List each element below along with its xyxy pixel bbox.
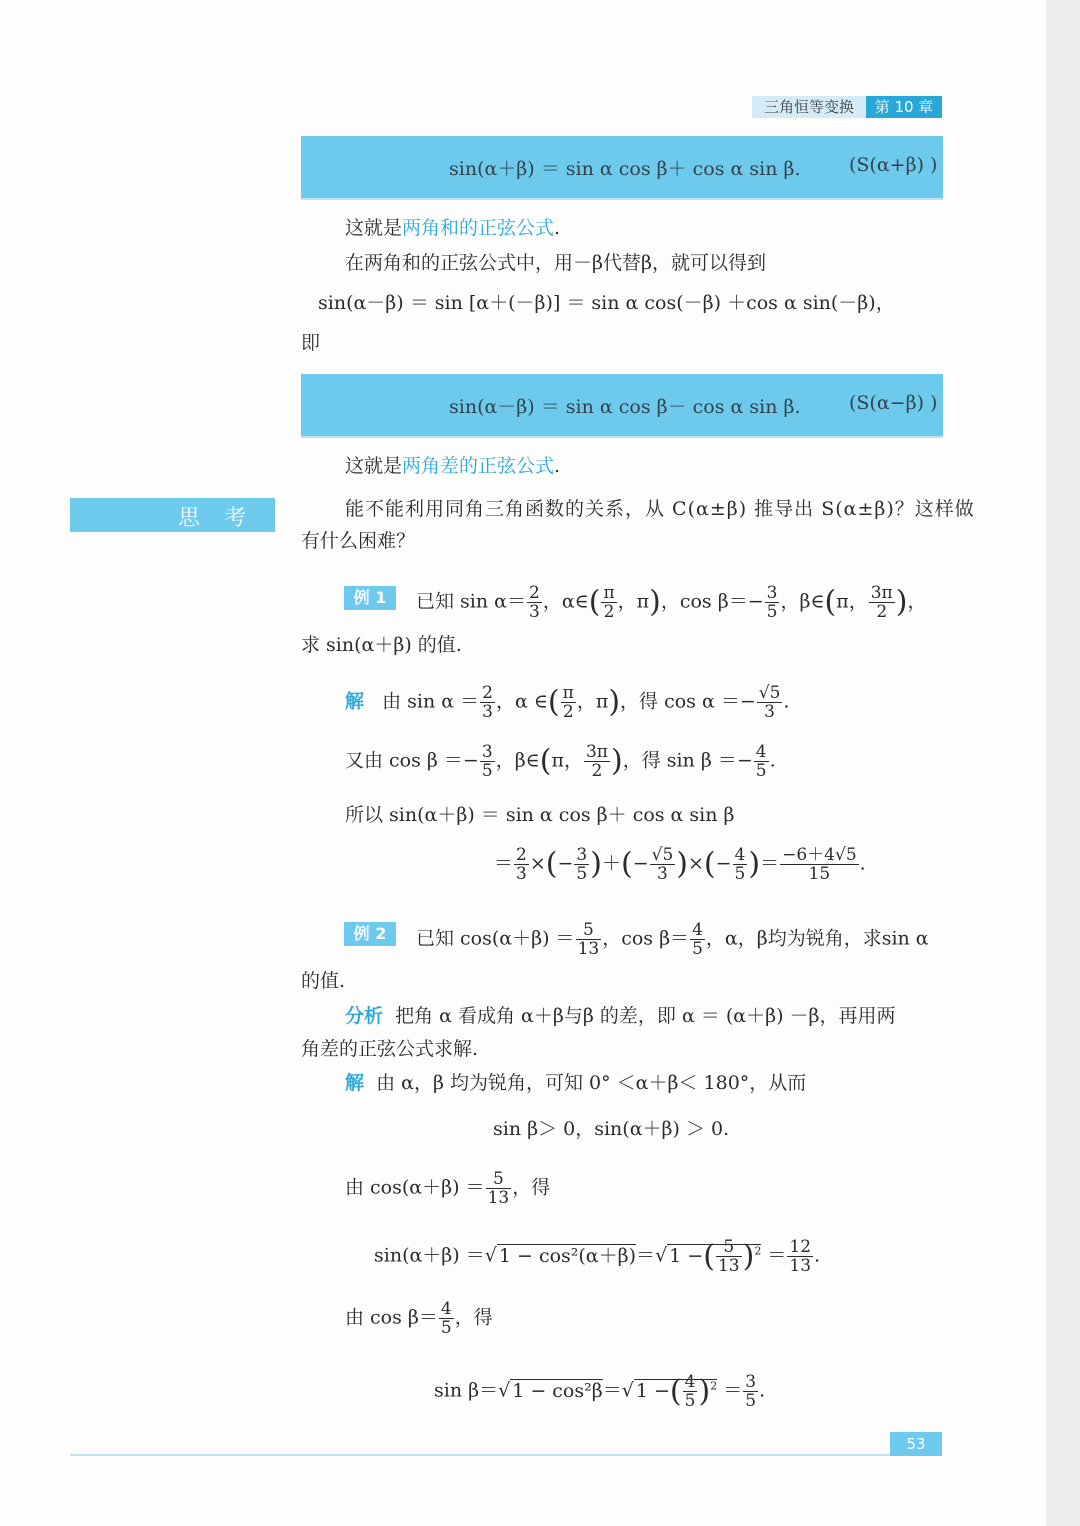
formula-tag-sum: (S(α+β) ) xyxy=(849,154,938,176)
solution-2-line-1: 解 由 α，β 均为锐角，可知 0° ＜α＋β＜ 180°，从而 xyxy=(345,1072,807,1094)
example-1-question: 求 sin(α＋β) 的值. xyxy=(301,634,462,656)
formula-sin-sum: sin(α＋β) ＝ sin α cos β＋ cos α sin β. xyxy=(449,158,801,180)
solution-1-line-4: ＝ $\frac{2}{3}$ ×(− $\frac{3}{5}$ )＋(− $\frac{√5}{3}$ )×(− $\frac{4}{5}$ )＝ $\frac{-6+4√5}{15}$ . xyxy=(494,845,866,884)
analysis-label: 分析 xyxy=(345,1005,384,1027)
example-2-statement: 已知 cos(α＋β) ＝ $\frac{5}{13}$ ，cos β＝ $\frac{4}{5}$ ，α，β均为锐角，求sin α xyxy=(416,920,929,959)
page-number: 53 xyxy=(890,1432,942,1456)
example-1-statement: 已知 sin α＝ $\frac{2}{3}$ ，α∈( $\frac{\pi}{2}$ ，π)，cos β＝− $\frac{3}{5}$ ，β∈(π， $\frac{3\pi}{2}$ )， xyxy=(416,583,927,622)
solution-1-label: 解 xyxy=(345,690,365,713)
solution-2-line-6: sin β＝√ 1 − cos²β＝√ 1 −( $\frac{4}{5}$ )$^2$ ＝ $\frac{3}{5}$ . xyxy=(434,1372,766,1411)
formula-sin-diff: sin(α－β) ＝ sin α cos β－ cos α sin β. xyxy=(449,396,801,418)
solution-1-line-1: 解 由 sin α ＝ $\frac{2}{3}$ ，α ∈( $\frac{\pi}{2}$ ，π)，得 cos α ＝− $\frac{√5}{3}$ . xyxy=(345,683,790,722)
solution-2-line-5: 由 cos β＝ $\frac{4}{5}$ ，得 xyxy=(345,1299,493,1338)
sum-formula-note: 这就是两角和的正弦公式. xyxy=(345,217,561,239)
example-1-tag: 例 1 xyxy=(344,586,396,610)
example-2-tag: 例 2 xyxy=(344,922,396,946)
solution-2-label: 解 xyxy=(345,1072,365,1094)
think-label: 思考 xyxy=(178,506,271,531)
solution-2-line-3: 由 cos(α＋β) ＝ $\frac{5}{13}$ ，得 xyxy=(345,1169,551,1208)
analysis-line-1: 分析 把角 α 看成角 α＋β与β 的差，即 α ＝ (α＋β) －β，再用两 xyxy=(345,1005,896,1027)
diff-formula-note: 这就是两角差的正弦公式. xyxy=(345,455,561,477)
formula-box-diff xyxy=(301,374,943,438)
footer-rule xyxy=(70,1454,942,1456)
formula-box-sum xyxy=(301,136,943,200)
chapter-title: 三角恒等变换 xyxy=(752,96,866,118)
solution-2-line-4: sin(α＋β) ＝√ 1 − cos²(α＋β)＝√ 1 −( $\frac{5}{13}$ )$^2$ ＝ $\frac{12}{13}$ . xyxy=(374,1237,821,1276)
page-edge-shadow xyxy=(1046,0,1080,1526)
substitution-text: 在两角和的正弦公式中，用－β代替β，就可以得到 xyxy=(345,252,766,274)
think-question: 能不能利用同角三角函数的关系，从 C(α±β) 推导出 S(α±β)？这样做 xyxy=(345,498,975,520)
solution-1-line-2: 又由 cos β ＝− $\frac{3}{5}$ ，β∈(π， $\frac{3\pi}{2}$ )，得 sin β ＝− $\frac{4}{5}$ . xyxy=(345,742,776,781)
solution-1-line-3: 所以 sin(α＋β) ＝ sin α cos β＋ cos α sin β xyxy=(345,804,735,826)
think-question-cont: 有什么困难？ xyxy=(301,530,416,552)
derivation-line: sin(α－β) ＝ sin [α＋(－β)] ＝ sin α cos(－β) ＋cos α sin(－β)， xyxy=(318,292,895,314)
formula-tag-diff: (S(α−β) ) xyxy=(849,392,938,414)
chapter-number: 第 10 章 xyxy=(866,96,942,118)
analysis-line-2: 角差的正弦公式求解. xyxy=(301,1038,479,1060)
term-sum-sine-formula: 两角和的正弦公式 xyxy=(402,217,555,239)
think-label-box xyxy=(70,498,275,532)
term-diff-sine-formula: 两角差的正弦公式 xyxy=(402,455,555,477)
example-2-question: 的值. xyxy=(301,970,346,992)
solution-2-line-2: sin β＞ 0，sin(α＋β) ＞ 0. xyxy=(493,1118,730,1140)
ji-text: 即 xyxy=(301,332,321,354)
